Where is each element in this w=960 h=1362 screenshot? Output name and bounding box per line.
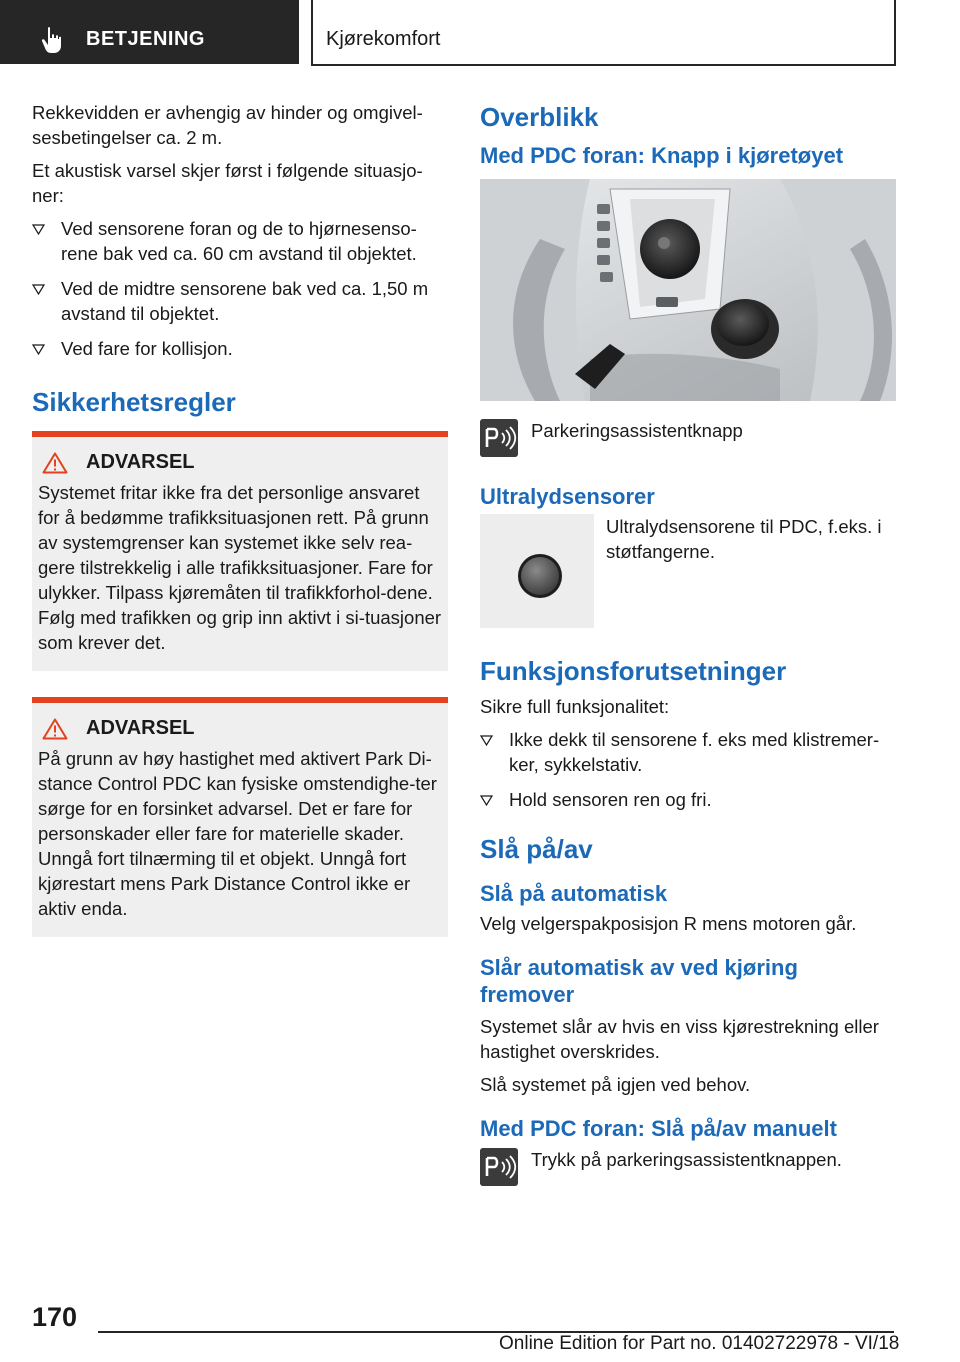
parking-assistant-icon — [480, 419, 518, 457]
warning-title: ADVARSEL — [86, 717, 195, 739]
requirements-intro: Sikre full funksjonalitet: — [480, 696, 670, 717]
chapter-box — [311, 0, 896, 66]
pdc-front-heading: Med PDC foran: Knapp i kjøretøyet — [480, 143, 844, 168]
center-console-image — [480, 179, 896, 401]
warning-box-2 — [32, 697, 448, 937]
pdc-button-caption: Parkeringsassistentknapp — [531, 420, 743, 441]
parking-assistant-icon — [480, 1148, 518, 1186]
warning-text: Systemet fritar ikke fra det personlige ansvaret for å bedømme trafikksituasjonen rett. På grunn av systemgrenser kan systemet ikke selv rea-gere tilstrekkelig i alle trafikksituasjoner. Fare for ulykker. Tilpass kjøremåten til trafikkforhol-dene. Følg med trafikken og grip inn aktivt i si-tuasjoner som krever det. — [38, 482, 442, 653]
warning-title: ADVARSEL — [86, 451, 195, 473]
list-item: Ikke dekk til sensorene f. eks med klistremer-ker, sykkelstativ. — [480, 727, 896, 777]
manual-text: Trykk på parkeringsassistentknappen. — [531, 1149, 842, 1170]
bullet-triangle-icon — [32, 344, 45, 355]
auto-off-text-2: Slå systemet på igjen ved behov. — [480, 1074, 751, 1095]
list-item: Hold sensoren ren og fri. — [480, 787, 896, 812]
onoff-heading: Slå på/av — [480, 834, 593, 864]
requirements-heading: Funksjonsforutsetninger — [480, 656, 787, 686]
warning-box-1 — [32, 431, 448, 671]
bullet-triangle-icon — [480, 795, 493, 806]
bullet-triangle-icon — [32, 224, 45, 235]
manual-heading: Med PDC foran: Slå på/av manuelt — [480, 1116, 837, 1141]
pdc-button-caption-row — [480, 419, 896, 457]
right-column — [480, 100, 896, 1186]
warning-triangle-icon — [42, 452, 68, 474]
auto-on-heading: Slå på automatisk — [480, 881, 668, 906]
left-column — [32, 100, 448, 963]
safety-heading: Sikkerhetsregler — [32, 387, 236, 417]
auto-off-text-1: Systemet slår av hvis en viss kjørestrekning eller hastighet overskrides. — [480, 1016, 879, 1062]
chapter-label: Kjørekomfort — [326, 28, 441, 50]
requirements-bullets — [480, 727, 896, 812]
warning-text: På grunn av høy hastighet med aktivert Park Di-stance Control PDC kan fysiske omstendighe-ter sørge for en forsinket advarsel. Det er fare for personskader eller fare for materielle skader. Unngå fort tilnærming til et objekt. Unngå fort kjørestart mens Park Distance Control ikke er aktiv enda. — [38, 748, 437, 919]
ultrasonic-row — [480, 514, 896, 628]
warning-triangle-icon — [42, 718, 68, 740]
list-item: Ved sensorene foran og de to hjørnesenso-rene bak ved ca. 60 cm avstand til objektet. — [32, 216, 448, 266]
page-number: 170 — [32, 1302, 78, 1332]
auto-on-text: Velg velgerspakposisjon R mens motoren går. — [480, 913, 857, 934]
list-item: Ved de midtre sensorene bak ved ca. 1,50 m avstand til objektet. — [32, 276, 448, 326]
ultrasonic-sensor-image — [480, 514, 594, 628]
page-header — [0, 0, 960, 66]
auto-off-heading: Slår automatisk av ved kjøring fremover — [480, 955, 798, 1007]
ultrasonic-text: Ultralydsensorene til PDC, f.eks. i støtfangerne. — [606, 516, 882, 562]
acoustic-paragraph: Et akustisk varsel skjer først i følgende situasjo-ner: — [32, 160, 423, 206]
bullet-triangle-icon — [32, 284, 45, 295]
section-label: BETJENING — [86, 28, 205, 50]
manual-row — [480, 1148, 896, 1186]
hand-pointer-icon — [40, 26, 64, 54]
section-tab[interactable] — [0, 0, 299, 64]
edition-text: Online Edition for Part no. 01402722978 - VI/18 — [499, 1333, 900, 1354]
acoustic-bullets — [32, 216, 448, 361]
overview-heading: Overblikk — [480, 102, 599, 132]
ultrasonic-heading: Ultralydsensorer — [480, 484, 655, 509]
bullet-triangle-icon — [480, 735, 493, 746]
range-paragraph: Rekkevidden er avhengig av hinder og omgivel-sesbetingelser ca. 2 m. — [32, 102, 423, 148]
list-item: Ved fare for kollisjon. — [32, 336, 448, 361]
